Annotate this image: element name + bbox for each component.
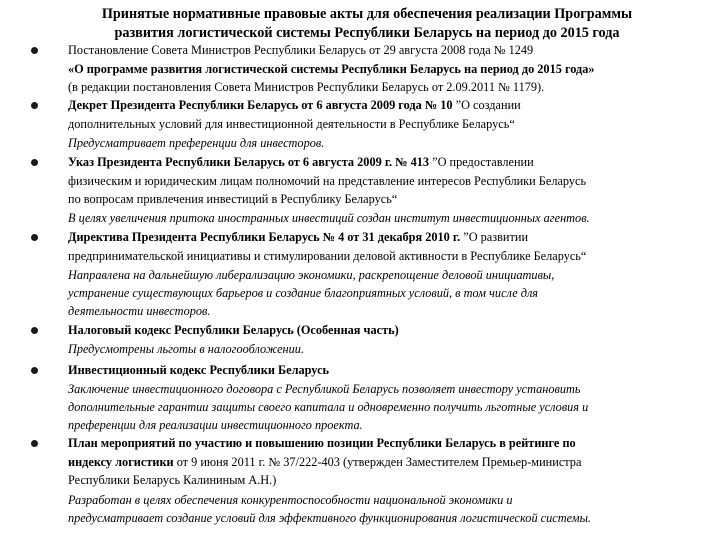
- item-7-note-2: предусматривает создание условий для эффективного функционирования логистической системы.: [68, 511, 592, 525]
- bullet-icon: [31, 234, 38, 241]
- bullet-icon: [31, 367, 38, 374]
- title-line-1: Принятые нормативные правовые акты для обеспечения реализации Программы: [101, 6, 633, 22]
- item-7-line-2: [68, 454, 581, 471]
- page-title: [62, 5, 672, 43]
- item-2-heading: Декрет Президента Республики Беларусь от 6 августа 2009 года № 10: [68, 98, 453, 112]
- item-5-note: Предусмотрены льготы в налогообложении.: [68, 342, 305, 356]
- item-3-note: В целях увеличения притока иностранных инвестиций создан институт инвестиционных агентов.: [68, 211, 590, 225]
- item-2-heading-tail: ”О создании: [452, 98, 521, 112]
- item-6-heading: Инвестиционный кодекс Республики Беларусь: [68, 363, 330, 377]
- item-4-note-3: деятельности инвесторов.: [68, 304, 211, 318]
- item-7-note-1: Разработан в целях обеспечения конкурентоспособности национальной экономики и: [68, 493, 513, 507]
- item-4-heading: Директива Президента Республики Беларусь № 4 от 31 декабря 2010 г.: [68, 230, 461, 244]
- item-6-note-2: дополнительные гарантии защиты своего капитала и одновременно получить льготные условия и: [68, 400, 589, 414]
- item-3-heading: Указ Президента Республики Беларусь от 6 августа 2009 г. № 413: [68, 155, 430, 169]
- item-5-heading: Налоговый кодекс Республики Беларусь (Особенная часть): [68, 323, 399, 337]
- item-7-line-2-tail: от 9 июня 2011 г. № 37/222-403 (утвержден Заместителем Премьер-министра: [173, 455, 582, 469]
- bullet-icon: [31, 327, 38, 334]
- item-4-note-1: Направлена на дальнейшую либерализацию экономики, раскрепощение деловой инициативы,: [68, 268, 555, 282]
- item-2-line-1: [68, 97, 521, 114]
- item-3-line-3: по вопросам привлечения инвестиций в Республику Беларусь“: [68, 192, 398, 206]
- bullet-icon: [31, 102, 38, 109]
- item-3-line-2: физическим и юридическим лицам полномочий на представление интересов Республики Беларусь: [68, 174, 587, 188]
- item-4-heading-tail: ”О развитии: [460, 230, 529, 244]
- item-1-line-1: Постановление Совета Министров Республики Беларусь от 29 августа 2008 года № 1249: [68, 43, 534, 57]
- item-3-heading-tail: ”О предоставлении: [429, 155, 534, 169]
- item-2-note: Предусматривает преференции для инвесторов.: [68, 136, 325, 150]
- item-3-line-1: [68, 154, 534, 171]
- item-7-heading: План мероприятий по участию и повышению позиции Республики Беларусь в рейтинге по: [68, 436, 576, 450]
- item-1-line-2: «О программе развития логистической системы Республики Беларусь на период до 2015 года»: [68, 62, 595, 76]
- item-6-note-1: Заключение инвестиционного договора с Республикой Беларусь позволяет инвестору установить: [68, 382, 581, 396]
- item-2-line-2: дополнительных условий для инвестиционной деятельности в Республике Беларусь“: [68, 117, 515, 131]
- item-4-note-2: устранение существующих барьеров и создание благоприятных условий, в том числе для: [68, 286, 539, 300]
- item-4-line-2: предпринимательской инициативы и стимулировании деловой активности в Республике Беларусь“: [68, 249, 587, 263]
- title-line-2: развития логистической системы Республики Беларусь на период до 2015 года: [114, 25, 620, 41]
- item-1-line-3: (в редакции постановления Совета Министров Республики Беларусь от 2.09.2011 № 1179).: [68, 80, 545, 94]
- bullet-icon: [31, 47, 38, 54]
- item-7-line-3: Республики Беларусь Калининым А.Н.): [68, 473, 277, 487]
- item-6-note-3: преференции для реализации инвестиционного проекта.: [68, 418, 363, 432]
- bullet-icon: [31, 440, 38, 447]
- item-7-heading-cont: индексу логистики: [68, 455, 174, 469]
- bullet-icon: [31, 159, 38, 166]
- item-4-line-1: [68, 229, 528, 246]
